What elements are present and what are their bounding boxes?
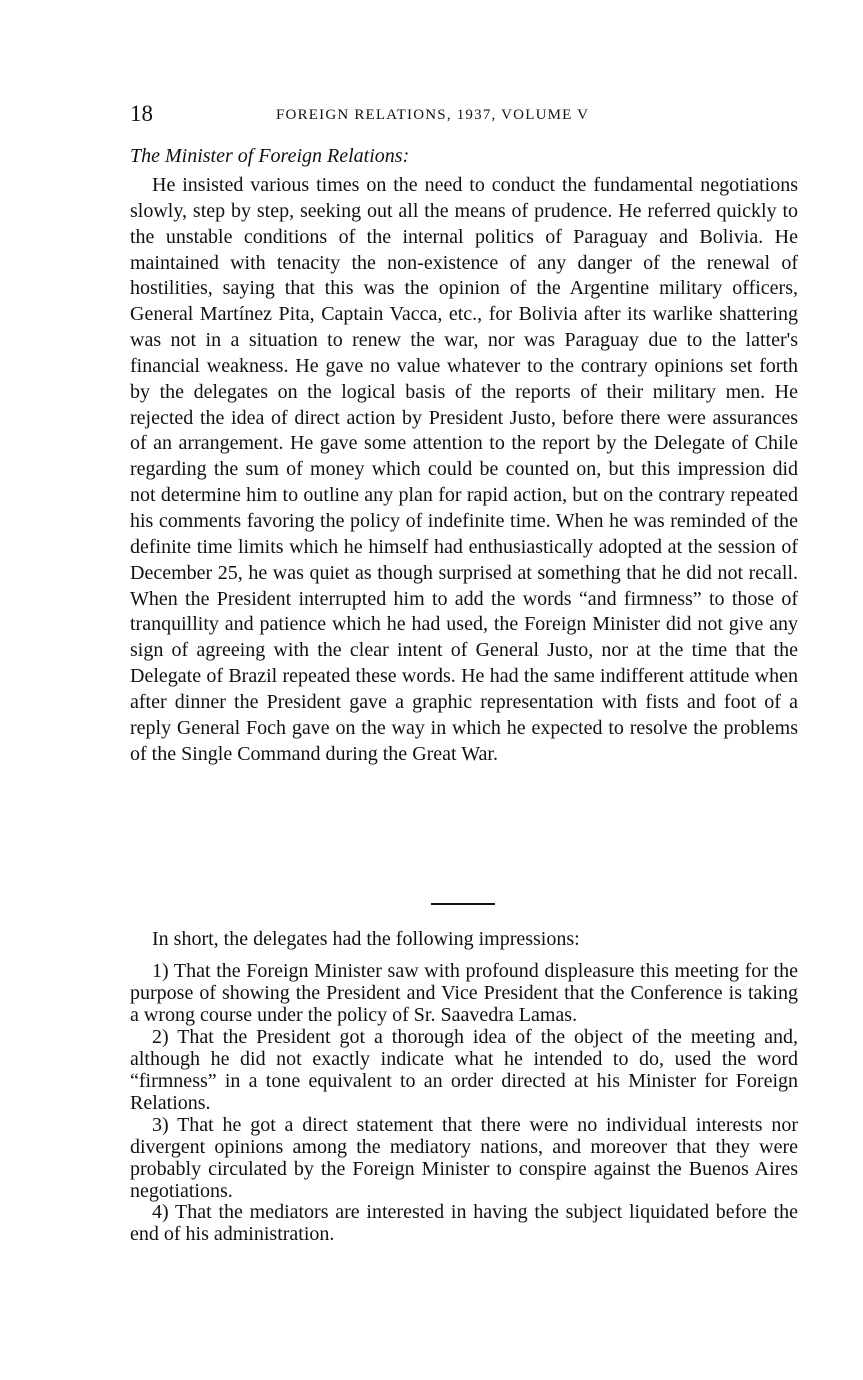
impressions-list	[130, 961, 798, 1246]
impression-item: 1) That the Foreign Minister saw with profound displeasure this meeting for the purpose of showing the President and Vice President that the Conference is taking a wrong course under the policy of Sr. Saavedra Lamas.	[130, 960, 798, 1026]
section-divider	[431, 903, 495, 905]
speaker-heading: The Minister of Foreign Relations:	[130, 145, 410, 167]
page-number: 18	[130, 101, 153, 126]
impression-item: 4) That the mediators are interested in having the subject liquidated before the end of his administration.	[130, 1201, 798, 1246]
page-header	[130, 100, 798, 130]
impression-item: 2) That the President got a thorough idea of the object of the meeting and, although he did not exactly indicate what he intended to do, used the word “firmness” in a tone equivalent to an order directed at his Minister for Foreign Relations.	[130, 1025, 798, 1114]
impression-item: 3) That he got a direct statement that there were no individual interests nor divergent opinions among the mediatory nations, and moreover that they were probably circulated by the Foreign Minister to conspire against the Buenos Aires negotiations.	[130, 1113, 798, 1202]
body-paragraph: He insisted various times on the need to conduct the fundamental negotiations slowly, step by step, seeking out all the means of prudence. He referred quickly to the unstable conditions of the internal politics of Paraguay and Bolivia. He maintained with tenacity the non-existence of any danger of the renewal of hostilities, saying that this was the opinion of the Argentine military officers, General Martínez Pita, Captain Vacca, etc., for Bolivia after its warlike shattering was not in a situation to renew the war, nor was Paraguay due to the latter's financial weakness. He gave no value whatever to the contrary opinions set forth by the delegates on the logical basis of the reports of their military men. He rejected the idea of direct action by President Justo, before there were assurances of an arrangement. He gave some attention to the report by the Delegate of Chile regarding the sum of money which could be counted on, but this impression did not determine him to outline any plan for rapid action, but on the contrary repeated his comments favoring the policy of indefinite time. When he was reminded of the definite time limits which he himself had enthusiastically adopted at the session of December 25, he was quiet as though surprised at something that he did not recall. When the President interrupted him to add the words “and firmness” to those of tranquillity and patience which he had used, the Foreign Minister did not give any sign of agreeing with the clear intent of General Justo, nor at the time that the Delegate of Brazil repeated these words. He had the same indifferent attitude when after dinner the President gave a graphic representation with fists and foot of a reply General Foch gave on the way in which he expected to resolve the problems of the Single Command during the Great War.	[130, 174, 798, 765]
running-head: FOREIGN RELATIONS, 1937, VOLUME V	[276, 107, 590, 123]
summary-intro: In short, the delegates had the following impressions:	[152, 928, 580, 950]
